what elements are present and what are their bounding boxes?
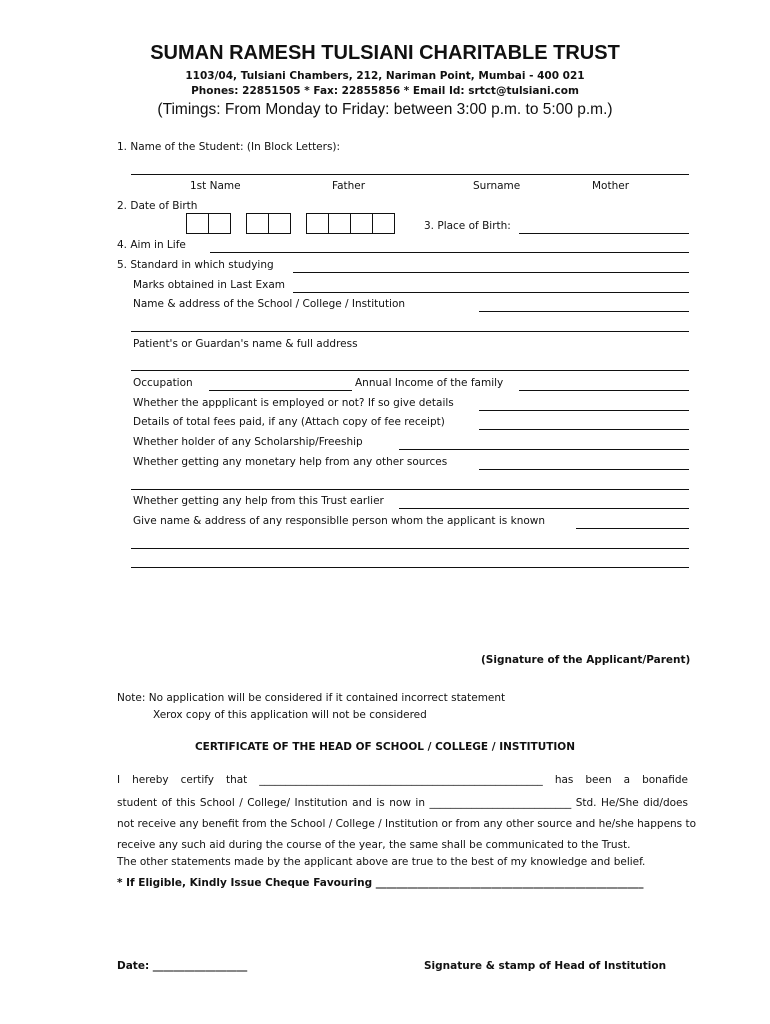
certificate-para-4: receive any such aid during the course of the year, the same shall be communicated to the Trust. (117, 839, 631, 851)
aim-line[interactable] (210, 252, 689, 253)
income-label: Annual Income of the family (355, 377, 504, 389)
place-of-birth-label: 3. Place of Birth: (424, 220, 511, 232)
occupation-label: Occupation (133, 377, 193, 389)
scholarship-line[interactable] (399, 449, 689, 450)
guardian-line[interactable] (131, 370, 689, 371)
school-line-1[interactable] (479, 311, 689, 312)
office-timings: (Timings: From Monday to Friday: between 3:00 p.m. to 5:00 p.m.) (157, 101, 613, 118)
monetary-help-label: Whether getting any monetary help from any other sources (133, 456, 448, 468)
aim-label: 4. Aim in Life (117, 239, 186, 251)
responsible-person-label: Give name & address of any responsiblle person whom the applicant is known (133, 515, 546, 527)
responsible-person-line-1[interactable] (576, 528, 689, 529)
certificate-para-1: I hereby certify that ______________________________________________________ has been a bonafide (117, 774, 688, 786)
responsible-person-line-2[interactable] (131, 548, 689, 549)
trust-help-label: Whether getting any help from this Trust earlier (133, 495, 384, 507)
responsible-person-line-3[interactable] (131, 567, 689, 568)
trust-contact: Phones: 22851505 * Fax: 22855856 * Email Id: srtct@tulsiani.com (191, 85, 579, 97)
certificate-para-3: not receive any benefit from the School / College / Institution or from any other source and he/she happens to (117, 818, 697, 830)
school-line-2[interactable] (131, 331, 689, 332)
scholarship-label: Whether holder of any Scholarship/Freeship (133, 436, 363, 448)
income-line[interactable] (519, 390, 689, 391)
name-col-mother: Mother (592, 180, 630, 192)
employed-label: Whether the appplicant is employed or not? If so give details (133, 397, 454, 409)
employed-line[interactable] (479, 410, 689, 411)
trust-help-line[interactable] (399, 508, 689, 509)
cheque-favouring-line: * If Eligible, Kindly Issue Cheque Favouring ___________________________________________________ (117, 877, 644, 889)
marks-label: Marks obtained in Last Exam (133, 279, 286, 291)
standard-label: 5. Standard in which studying (117, 259, 274, 271)
name-col-surname: Surname (473, 180, 521, 192)
monetary-help-line-2[interactable] (131, 489, 689, 490)
student-name-label: 1. Name of the Student: (In Block Letters): (117, 141, 341, 153)
dob-label: 2. Date of Birth (117, 200, 198, 212)
name-col-father: Father (332, 180, 366, 192)
note-line-2: Xerox copy of this application will not be considered (153, 709, 427, 721)
place-of-birth-line[interactable] (519, 233, 689, 234)
certificate-heading: CERTIFICATE OF THE HEAD OF SCHOOL / COLLEGE / INSTITUTION (194, 741, 576, 753)
note-line-1: Note: No application will be considered if it contained incorrect statement (117, 692, 506, 704)
name-col-first: 1st Name (190, 180, 241, 192)
monetary-help-line[interactable] (479, 469, 689, 470)
fees-line[interactable] (479, 429, 689, 430)
trust-address: 1103/04, Tulsiani Chambers, 212, Nariman Point, Mumbai - 400 021 (185, 70, 585, 82)
guardian-label: Patient's or Guardan's name & full address (133, 338, 358, 350)
dob-day-boxes[interactable] (186, 213, 230, 233)
marks-line[interactable] (293, 292, 689, 293)
dob-month-boxes[interactable] (246, 213, 290, 233)
certificate-para-5: The other statements made by the applicant above are true to the best of my knowledge and belief. (117, 856, 646, 868)
standard-line[interactable] (293, 272, 689, 273)
head-signature-label: Signature & stamp of Head of Institution (424, 960, 667, 972)
applicant-signature-label: (Signature of the Applicant/Parent) (481, 654, 691, 666)
student-name-line[interactable] (131, 174, 689, 175)
trust-title: SUMAN RAMESH TULSIANI CHARITABLE TRUST (150, 42, 620, 64)
dob-year-boxes[interactable] (306, 213, 394, 233)
certificate-para-2: student of this School / College/ Institution and is now in ___________________________ Std. He/She did/does (117, 797, 688, 809)
occupation-line[interactable] (209, 390, 352, 391)
date-field: Date: __________________ (117, 960, 248, 972)
fees-label: Details of total fees paid, if any (Attach copy of fee receipt) (133, 416, 445, 428)
school-label: Name & address of the School / College / Institution (133, 298, 406, 310)
